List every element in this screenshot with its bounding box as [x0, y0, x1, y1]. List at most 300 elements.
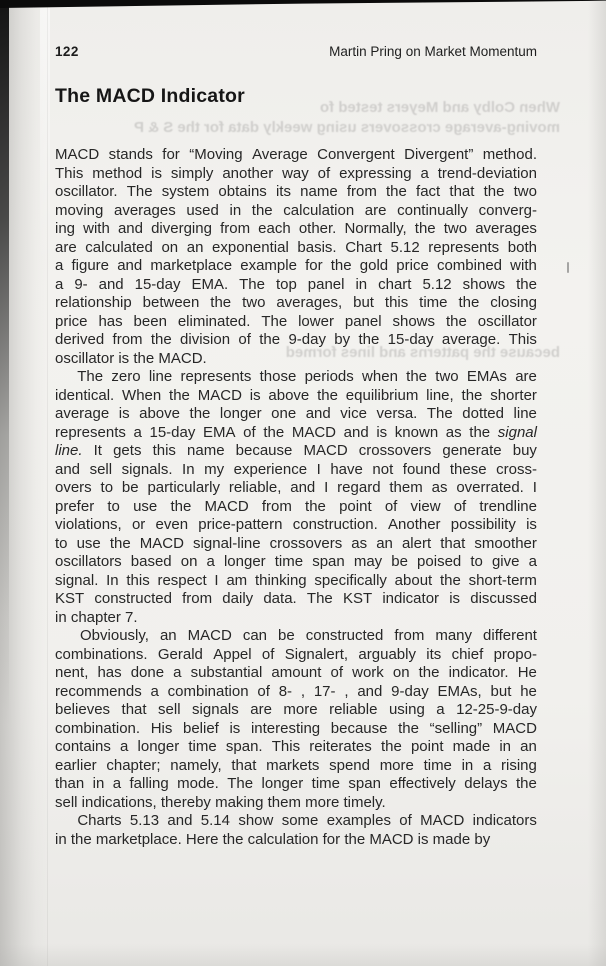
word: a: [420, 164, 429, 182]
word: signals.: [121, 460, 173, 478]
word: other.: [298, 220, 337, 237]
word: basis.: [297, 238, 337, 256]
word: in: [461, 756, 474, 774]
word: for: [305, 257, 323, 274]
word: that: [231, 756, 257, 774]
word: more: [379, 756, 414, 774]
word: Charts: [77, 812, 122, 829]
word: ing: [55, 220, 76, 237]
word: are: [515, 368, 537, 385]
word: the: [386, 183, 407, 200]
text-line: [55, 701, 537, 720]
word: is: [376, 423, 388, 441]
word: made: [452, 738, 491, 755]
word: method: [92, 164, 143, 182]
word: price-pattern: [198, 516, 283, 533]
word: This: [55, 164, 84, 182]
word: combination.: [55, 719, 141, 737]
word: price: [55, 312, 88, 330]
text-line: [55, 183, 537, 202]
word: time: [311, 775, 340, 792]
word: above: [268, 386, 310, 404]
word: The: [126, 183, 153, 200]
word: Convergent: [317, 146, 395, 163]
word: combination: [167, 682, 249, 700]
page-edge-shadow-bottom: [0, 944, 606, 966]
word: on: [161, 238, 179, 256]
word: on: [392, 664, 410, 681]
word: In: [106, 571, 119, 589]
word: and: [357, 682, 383, 700]
word: Average: [252, 146, 308, 163]
word: Divergent”: [404, 146, 474, 163]
word: EMA.: [191, 275, 229, 293]
word: stands: [108, 146, 153, 163]
word: vice: [340, 405, 367, 422]
word: as: [351, 534, 368, 552]
word: shows: [462, 275, 506, 293]
word: crossovers: [269, 534, 343, 552]
word: that: [449, 183, 475, 200]
text-line: [55, 516, 537, 535]
word: arguably: [358, 645, 416, 663]
word: in: [92, 775, 105, 792]
word: “Moving: [189, 146, 243, 163]
text-line: [55, 387, 537, 406]
word: a: [55, 257, 64, 274]
word: the: [414, 220, 436, 237]
section-title: The MACD Indicator: [55, 85, 245, 107]
word: buy: [512, 442, 537, 459]
word: have: [330, 460, 363, 478]
word: average.: [441, 331, 501, 348]
word: relationship: [55, 294, 132, 311]
word: overs: [55, 479, 92, 496]
word: of: [330, 664, 344, 681]
text-line: [55, 757, 537, 776]
word: Another: [388, 516, 441, 533]
word: be: [391, 553, 408, 570]
word: I: [532, 479, 537, 496]
word: an: [376, 534, 393, 552]
word: ,: [300, 682, 306, 700]
word: the: [469, 423, 491, 441]
word: time: [188, 738, 217, 755]
word: two: [513, 183, 537, 200]
word: in: [499, 738, 512, 755]
word: trend-deviation: [437, 164, 537, 182]
text-line: [55, 590, 537, 609]
word: reliable,: [228, 479, 282, 496]
word: from: [346, 183, 377, 200]
word: discussed: [470, 590, 537, 607]
word: of: [453, 497, 467, 515]
word: and: [117, 220, 143, 237]
word: has: [98, 312, 123, 330]
text-line: [55, 405, 537, 424]
word: than: [55, 775, 85, 792]
word: for: [162, 146, 180, 163]
word: are: [250, 701, 272, 718]
word: oscillators: [55, 553, 122, 570]
word: MACD: [139, 534, 184, 552]
word: the: [483, 183, 505, 200]
word: constructed: [94, 590, 172, 607]
word: moving: [55, 201, 104, 219]
word: MACD: [204, 497, 249, 515]
text-line: [55, 424, 537, 443]
word: on: [180, 553, 198, 570]
word: converg-: [478, 201, 537, 219]
text-line: [55, 331, 537, 350]
word: the: [358, 331, 380, 348]
word: the: [305, 497, 326, 515]
word: Chart: [345, 238, 382, 256]
word: is: [118, 405, 130, 422]
word: different: [483, 627, 537, 644]
word: is: [249, 386, 261, 404]
word: sell: [89, 460, 113, 478]
word: delays: [464, 775, 508, 792]
word: the: [439, 571, 461, 589]
word: regard: [337, 479, 381, 496]
word: from: [182, 590, 213, 607]
word: interesting: [250, 719, 321, 737]
indent-spacer: [55, 812, 69, 831]
word: and: [98, 275, 124, 293]
word: Obviously,: [80, 627, 149, 644]
word: It: [93, 442, 102, 459]
word: The: [426, 405, 453, 422]
word: lower: [298, 312, 334, 330]
word: signal.: [55, 571, 99, 589]
word: chart: [378, 275, 412, 293]
word: as: [431, 479, 448, 496]
word: done: [130, 664, 165, 681]
word: signal: [497, 423, 537, 441]
word: the: [317, 386, 338, 404]
word: reliable: [329, 701, 378, 718]
word: system: [161, 183, 210, 200]
word: panel: [344, 312, 382, 330]
word: represents: [428, 238, 500, 256]
word: gets: [113, 442, 142, 459]
word: those: [259, 368, 297, 385]
word: in: [229, 201, 242, 219]
word: the: [109, 534, 131, 552]
text-line: [55, 276, 537, 295]
word: may: [353, 553, 383, 570]
word: another: [222, 164, 274, 182]
word: the: [445, 312, 467, 330]
word: point: [410, 738, 444, 755]
word: 15-day: [149, 423, 196, 441]
word: and: [343, 423, 369, 441]
word: span: [348, 775, 381, 792]
word: EMA: [203, 423, 236, 441]
word: price: [396, 257, 429, 274]
bleed-through-text: moving-average crossovers using weekly data for the S & P: [134, 119, 560, 136]
text-line: [55, 220, 537, 239]
word: by: [334, 331, 351, 348]
word: data.: [263, 590, 297, 607]
text-line: [55, 313, 537, 332]
word: MACD: [197, 386, 242, 404]
word: based: [130, 553, 172, 570]
word: from: [112, 331, 143, 348]
text-line: [55, 294, 537, 313]
word: some: [281, 812, 319, 829]
word: a: [206, 553, 215, 570]
word: above: [139, 405, 180, 422]
word: the: [169, 386, 190, 404]
word: this: [384, 294, 409, 311]
word: 5.14: [200, 812, 230, 829]
word: the: [210, 294, 232, 311]
word: KST: [342, 590, 373, 607]
word: 5.12: [422, 275, 452, 293]
word: and: [290, 479, 316, 496]
scan-border-left: [0, 0, 9, 725]
word: In: [182, 460, 195, 478]
page-edge-shadow-right: [588, 0, 606, 966]
word: periods: [304, 368, 354, 385]
word: an: [186, 238, 204, 256]
word: mode.: [177, 775, 219, 792]
word: poised: [417, 553, 462, 570]
word: crossovers: [358, 442, 432, 459]
word: but: [353, 294, 374, 311]
word: when: [362, 368, 398, 385]
word: give: [491, 553, 520, 570]
word: markets: [266, 756, 320, 774]
word: trendline: [479, 497, 537, 515]
word: he: [520, 682, 537, 700]
word: longer: [137, 738, 180, 755]
word: of: [399, 812, 412, 829]
word: daily: [222, 590, 254, 607]
word: KST: [55, 590, 85, 607]
word: or: [131, 516, 146, 533]
word: sell: [158, 701, 181, 718]
page-edge-highlight: [40, 8, 50, 268]
word: indicators: [472, 812, 537, 829]
text-line: [55, 720, 537, 739]
word: exponential: [212, 238, 289, 256]
word: to: [55, 534, 68, 552]
word: the: [263, 423, 285, 441]
word: prefer: [55, 497, 95, 515]
word: I: [324, 479, 329, 496]
word: obtains: [218, 183, 267, 200]
word: effectively: [389, 775, 456, 792]
word: experience: [233, 460, 308, 478]
word: use: [133, 497, 158, 515]
text-line: oscillator is the MACD.: [55, 349, 207, 367]
word: gold: [359, 257, 389, 274]
word: name: [300, 183, 338, 200]
word: spend: [329, 756, 370, 774]
word: way: [282, 164, 309, 182]
word: simply: [170, 164, 214, 182]
text-line: in chapter 7.: [55, 608, 138, 626]
word: ,: [344, 682, 349, 700]
word: this: [152, 442, 176, 459]
word: examples: [326, 812, 391, 829]
word: of: [238, 331, 251, 348]
word: been: [133, 312, 167, 330]
text-line: [55, 461, 537, 480]
word: with: [83, 220, 110, 237]
word: the: [398, 719, 419, 737]
text-line: [55, 627, 537, 646]
word: calculated: [85, 238, 153, 256]
word: constructed: [305, 627, 384, 644]
word: that: [440, 534, 466, 552]
word: to: [100, 479, 114, 496]
word: a: [55, 275, 64, 293]
word: chief: [451, 645, 484, 663]
word: am: [226, 571, 248, 589]
word: with: [510, 257, 537, 274]
word: work: [352, 664, 384, 681]
word: line: [513, 405, 537, 422]
word: each: [258, 220, 291, 237]
word: them: [389, 479, 423, 496]
word: He: [517, 664, 537, 681]
text-line: sell indications, thereby making them more timely.: [55, 793, 386, 811]
word: an: [159, 627, 177, 644]
word: to: [107, 497, 120, 515]
word: namely,: [170, 756, 222, 774]
word: smoother: [474, 534, 537, 552]
page-number: 122: [55, 44, 79, 59]
word: longer: [261, 775, 304, 792]
word: propo-: [493, 645, 537, 663]
word: but: [490, 682, 512, 700]
word: The: [239, 275, 265, 293]
text-line: [55, 479, 537, 498]
word: of: [261, 645, 275, 663]
scan-artifact: [567, 262, 569, 273]
word: average: [55, 405, 110, 422]
word: from: [220, 220, 251, 237]
word: the: [259, 331, 281, 348]
word: oscillator: [477, 312, 537, 330]
bleed-through-text: because the patterns and lines formed: [285, 344, 560, 361]
word: time: [274, 553, 304, 570]
text-line: [55, 146, 537, 165]
word: I: [316, 460, 321, 478]
word: two: [242, 294, 266, 311]
word: The: [261, 312, 288, 330]
word: “selling”: [429, 719, 483, 737]
word: the: [458, 294, 480, 311]
word: shows: [392, 312, 436, 330]
word: a: [436, 701, 445, 718]
page-edge-line: [47, 0, 48, 966]
word: MACD: [187, 627, 232, 644]
word: these: [449, 460, 487, 478]
word: zero: [111, 368, 141, 385]
word: MACD: [291, 423, 336, 441]
text-line: [55, 239, 537, 258]
word: MACD: [492, 719, 537, 737]
word: be: [278, 627, 295, 644]
word: from: [394, 627, 425, 644]
word: the: [150, 331, 172, 348]
paragraph: [55, 627, 537, 812]
word: the: [406, 368, 428, 385]
word: marketplace: [150, 257, 233, 274]
word: the: [189, 405, 211, 422]
word: believes: [55, 701, 111, 718]
word: line.: [55, 442, 83, 459]
word: 15-day: [387, 331, 434, 348]
word: a: [528, 553, 537, 570]
word: has: [97, 664, 122, 681]
word: time: [423, 756, 452, 774]
text-line: [55, 442, 537, 461]
word: span: [312, 553, 345, 570]
word: known: [394, 423, 439, 441]
word: represents: [180, 368, 252, 385]
word: dotted: [462, 405, 504, 422]
word: of: [317, 164, 331, 182]
word: one: [271, 405, 297, 422]
indent-spacer: [55, 368, 69, 387]
word: Appel: [213, 645, 252, 663]
word: combinations.: [55, 645, 148, 663]
text-line: [55, 812, 537, 831]
word: even: [155, 516, 189, 533]
word: view: [410, 497, 441, 515]
word: time: [419, 294, 448, 311]
word: 15-day: [134, 275, 181, 293]
word: top: [275, 275, 297, 293]
word: that: [121, 701, 147, 718]
word: used: [186, 201, 219, 219]
indent-spacer: [55, 627, 69, 646]
word: averages: [113, 201, 176, 219]
word: as: [445, 423, 462, 441]
word: the: [461, 386, 483, 404]
word: identical.: [55, 386, 115, 404]
word: a: [133, 423, 142, 441]
word: example: [240, 257, 297, 274]
word: derived: [55, 331, 105, 348]
word: short-term: [468, 571, 537, 589]
word: line,: [426, 386, 454, 404]
word: alert: [401, 534, 432, 552]
word: shorter: [490, 386, 537, 404]
word: is: [526, 516, 537, 533]
word: recommends: [55, 682, 142, 700]
word: indicator: [382, 590, 440, 607]
word: EMAs,: [437, 682, 482, 700]
text-line: [55, 257, 537, 276]
word: construction.: [292, 516, 378, 533]
word: 12-25-9-day: [456, 701, 537, 718]
text-line: [55, 202, 537, 221]
word: a: [112, 775, 122, 792]
word: 5.13: [129, 812, 160, 829]
word: between: [142, 294, 200, 311]
text-line: [55, 738, 537, 757]
word: the: [170, 497, 192, 515]
word: name: [187, 442, 225, 459]
word: eliminated.: [177, 312, 251, 330]
